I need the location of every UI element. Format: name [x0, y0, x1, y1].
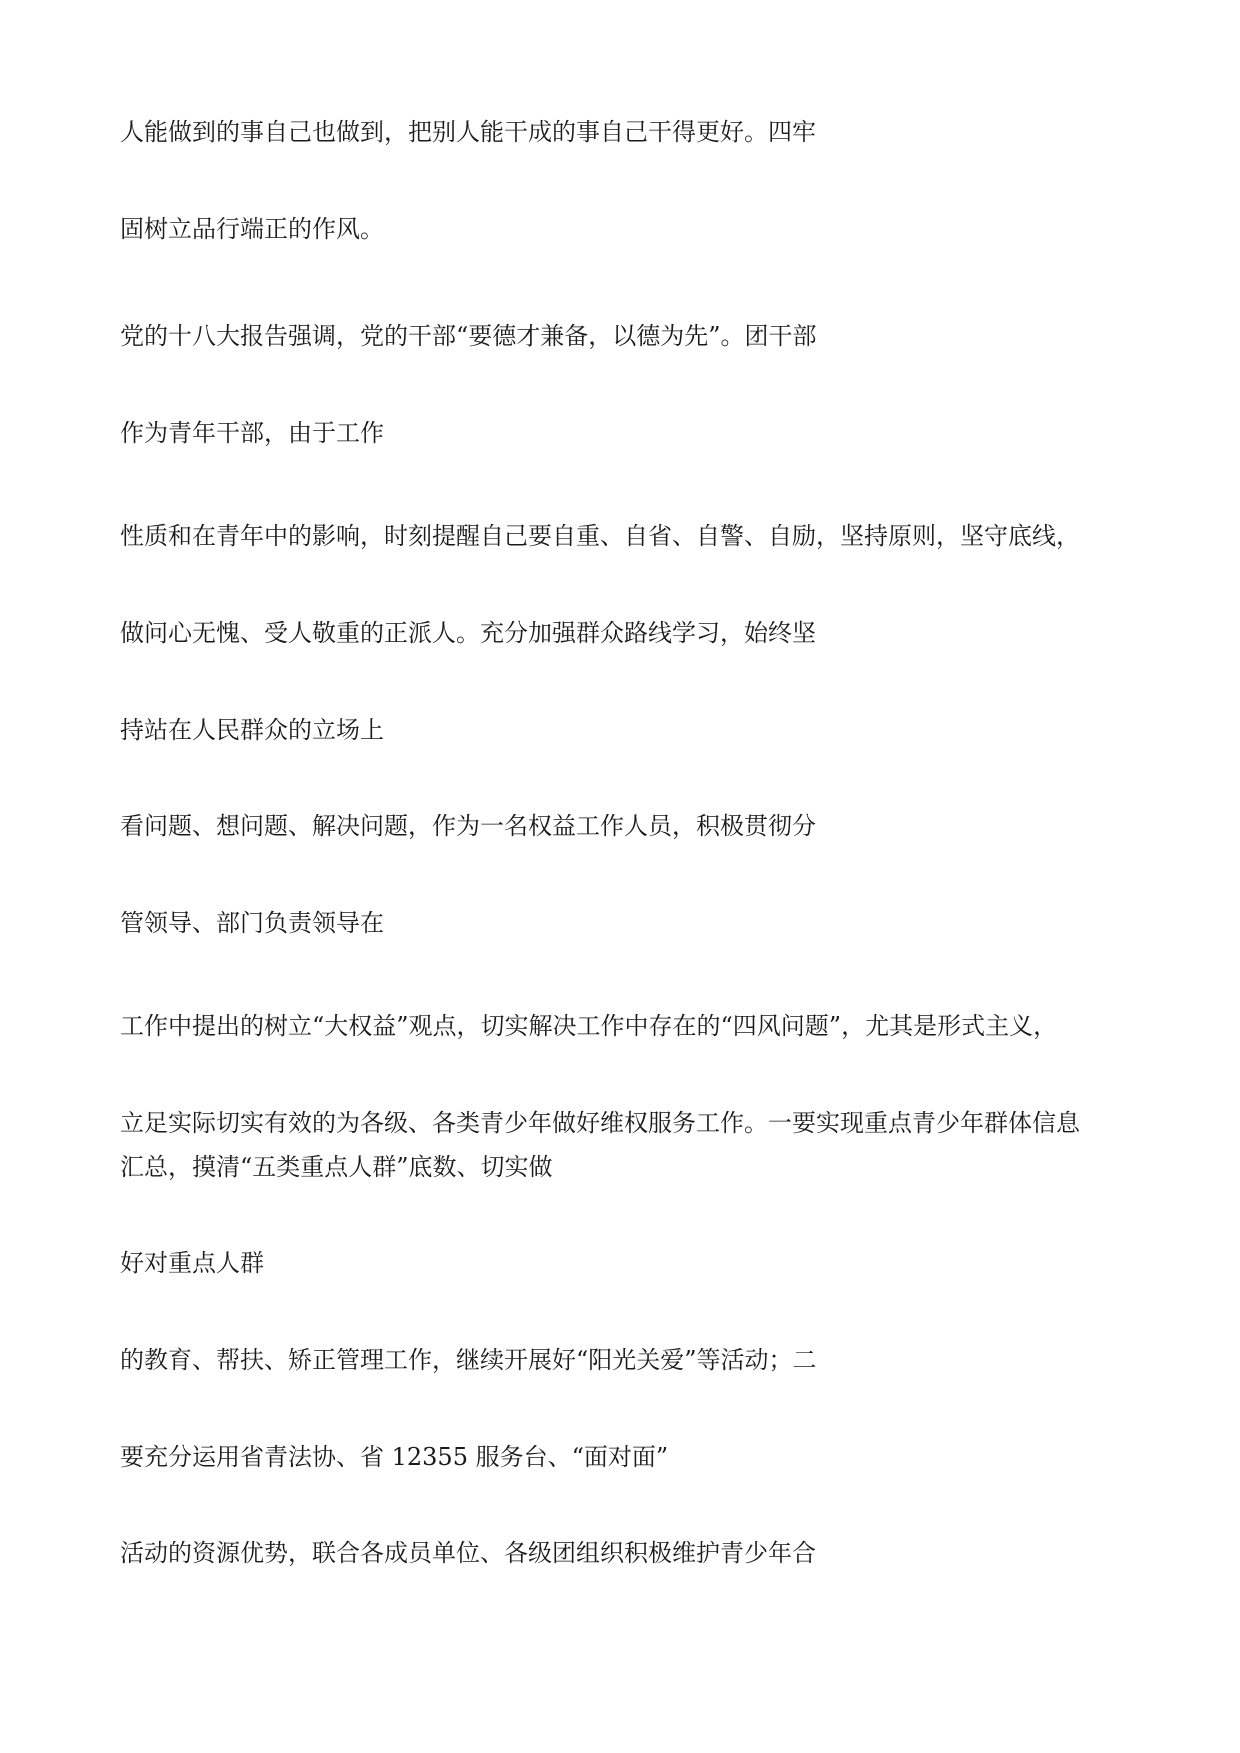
text-line-6: 做问心无愧、受人敬重的正派人。充分加强群众路线学习，始终坚 — [120, 619, 816, 647]
text-line-12: 汇总，摸清“五类重点人群”底数、切实做 — [120, 1153, 553, 1181]
text-line-11: 立足实际切实有效的为各级、各类青少年做好维权服务工作。一要实现重点青少年群体信息 — [120, 1109, 1080, 1137]
text-line-5: 性质和在青年中的影响，时刻提醒自己要自重、自省、自警、自励，坚持原则，坚守底线， — [120, 522, 1080, 550]
text-line-2: 固树立品行端正的作风。 — [120, 215, 384, 243]
text-line-8: 看问题、想问题、解决问题，作为一名权益工作人员，积极贯彻分 — [120, 812, 816, 840]
text-line-9: 管领导、部门负责领导在 — [120, 909, 384, 937]
text-line-16: 活动的资源优势，联合各成员单位、各级团组织积极维护青少年合 — [120, 1539, 816, 1567]
text-line-10: 工作中提出的树立“大权益”观点，切实解决工作中存在的“四风问题”，尤其是形式主义， — [120, 1012, 1058, 1040]
text-line-15: 要充分运用省青法协、省 12355 服务台、“面对面” — [120, 1443, 669, 1471]
text-line-3: 党的十八大报告强调，党的干部“要德才兼备，以德为先”。团干部 — [120, 322, 817, 350]
text-line-13: 好对重点人群 — [120, 1249, 264, 1277]
text-line-7: 持站在人民群众的立场上 — [120, 716, 384, 744]
text-line-1: 人能做到的事自己也做到，把别人能干成的事自己干得更好。四牢 — [120, 118, 816, 146]
text-line-4: 作为青年干部，由于工作 — [120, 419, 384, 447]
text-line-14: 的教育、帮扶、矫正管理工作，继续开展好“阳光关爱”等活动；二 — [120, 1346, 817, 1374]
